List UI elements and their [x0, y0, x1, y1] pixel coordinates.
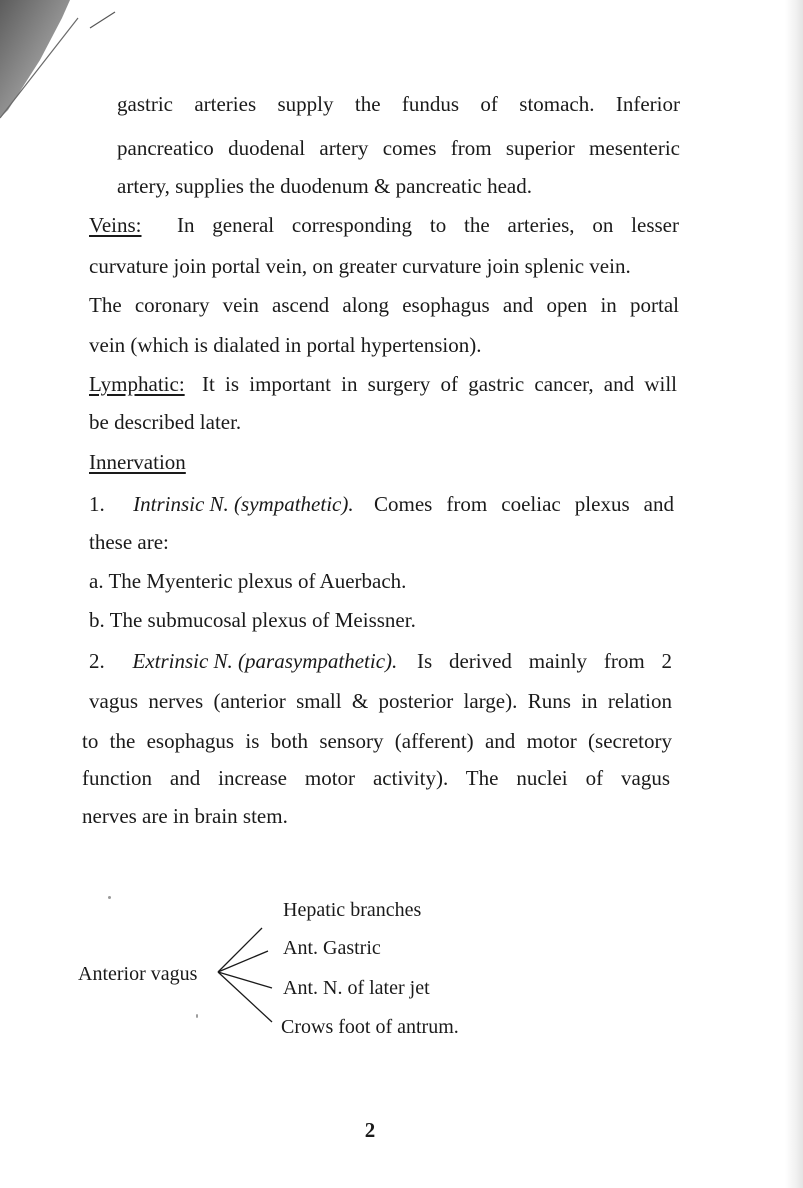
innervation-sub-a: a. The Myenteric plexus of Auerbach.	[89, 569, 407, 593]
item-1-number: 1.	[89, 492, 105, 516]
branch-line-later-jet	[218, 972, 272, 988]
lymphatic-heading: Lymphatic:	[89, 372, 185, 396]
veins-line-4: vein (which is dialated in portal hypertension).	[89, 333, 482, 357]
innervation-heading: Innervation	[89, 450, 186, 474]
diagram-root-anterior-vagus: Anterior vagus	[78, 963, 198, 985]
veins-heading: Veins:	[89, 213, 142, 237]
item-1-text: Comes from coeliac plexus and	[374, 492, 674, 516]
lymphatic-line-1-text: It is important in surgery of gastric cancer, and will	[202, 372, 677, 396]
diagram-branch-1: Hepatic branches	[283, 899, 422, 921]
scan-right-edge-shadow	[785, 0, 803, 1188]
arteries-line-3: artery, supplies the duodenum & pancreatic head.	[117, 174, 532, 198]
innervation-item-1-line-1	[89, 492, 674, 516]
item-2-title: Extrinsic N. (parasympathetic).	[132, 649, 398, 673]
folded-corner-shadow	[0, 0, 130, 130]
lymphatic-line-2: be described later.	[89, 410, 242, 434]
innervation-sub-b: b. The submucosal plexus of Meissner.	[89, 608, 416, 632]
innervation-item-1-line-2: these are:	[89, 530, 169, 554]
diagram-branch-3: Ant. N. of later jet	[283, 977, 430, 999]
item-2-number: 2.	[89, 649, 105, 673]
diagram-branch-4: Crows foot of antrum.	[281, 1016, 459, 1038]
scan-speck	[196, 1014, 198, 1018]
veins-line-1-text: In general corresponding to the arteries, on lesser	[177, 213, 679, 237]
veins-line-2: curvature join portal vein, on greater curvature join splenic vein.	[89, 254, 631, 278]
branch-line-hepatic	[218, 928, 262, 972]
veins-line-1	[89, 213, 679, 237]
branch-line-crows-foot	[218, 972, 272, 1022]
innervation-item-2-line-2: vagus nerves (anterior small & posterior large). Runs in relation	[89, 689, 672, 713]
innervation-item-2-line-4: function and increase motor activity). The nuclei of vagus	[82, 766, 670, 790]
page-number: 2	[364, 1118, 376, 1142]
scan-speck	[108, 896, 111, 899]
branch-line-gastric	[218, 951, 268, 972]
veins-line-3: The coronary vein ascend along esophagus and open in portal	[89, 293, 679, 317]
item-1-title: Intrinsic N. (sympathetic).	[133, 492, 354, 516]
innervation-item-2-line-3: to the esophagus is both sensory (afferent) and motor (secretory	[82, 729, 672, 753]
diagram-branch-2: Ant. Gastric	[283, 937, 381, 959]
arteries-line-1: gastric arteries supply the fundus of stomach. Inferior	[117, 92, 680, 116]
lymphatic-line-1	[89, 372, 677, 396]
arteries-line-2: pancreatico duodenal artery comes from superior mesenteric	[117, 136, 680, 160]
innervation-item-2-line-1	[89, 649, 672, 673]
innervation-item-2-line-5: nerves are in brain stem.	[82, 804, 288, 828]
item-2-text: Is derived mainly from 2	[416, 649, 672, 673]
